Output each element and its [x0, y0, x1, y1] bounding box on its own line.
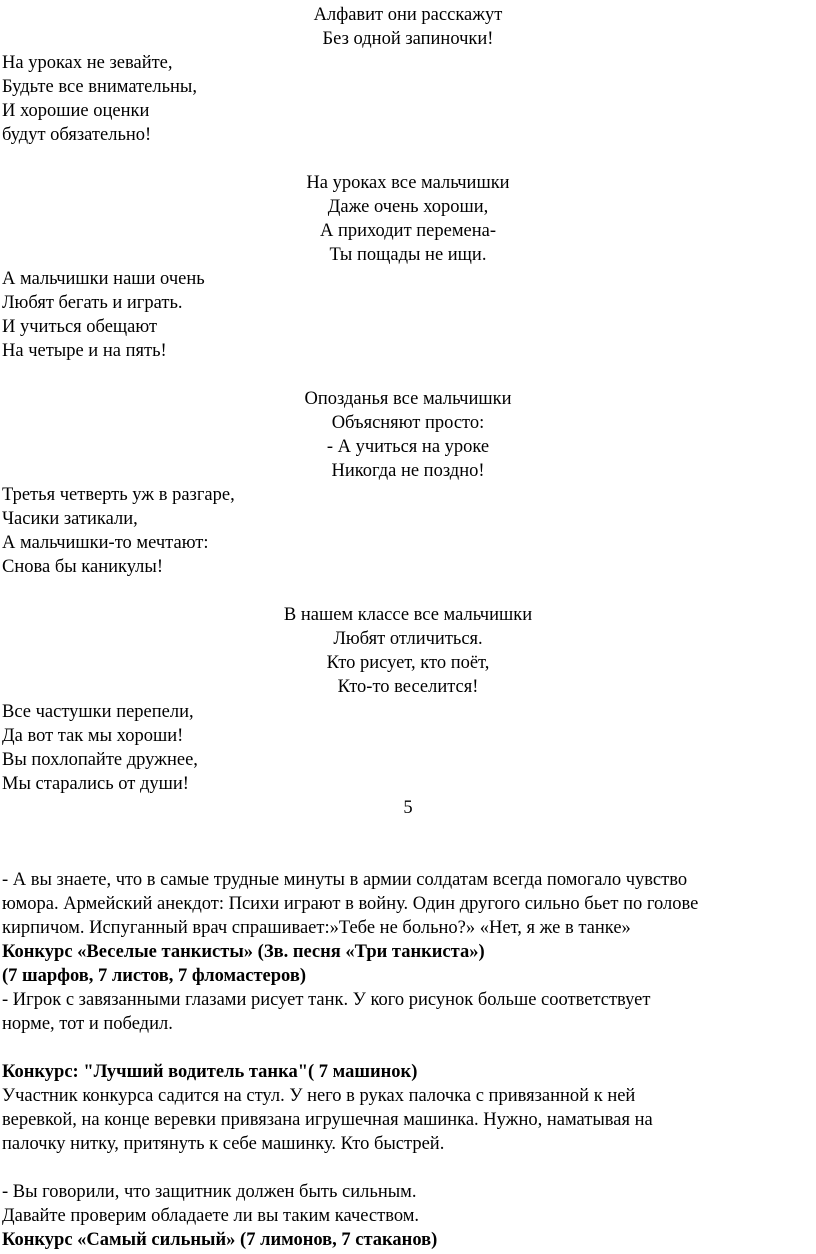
- poem-line: Третья четверть уж в разгаре,: [2, 485, 235, 505]
- paragraph-line: Давайте проверим обладаете ли вы таким качеством.: [2, 1206, 420, 1226]
- poem-line: На четыре и на пять!: [2, 341, 167, 361]
- poem-line: Часики затикали,: [2, 509, 138, 529]
- paragraph-line: юмора. Армейский анекдот: Психи играют в войну. Один другого сильно бьет по голове: [2, 894, 699, 914]
- poem-line: Без одной запиночки!: [322, 29, 494, 49]
- paragraph-line: палочку нитку, притянуть к себе машинку. Кто быстрей.: [2, 1134, 445, 1154]
- poem-line: - А учиться на уроке: [326, 437, 490, 457]
- paragraph-line: веревкой, на конце веревки привязана игрушечная машинка. Нужно, наматывая на: [2, 1110, 653, 1130]
- paragraph-line: - Игрок с завязанными глазами рисует танк. У кого рисунок больше соответствует: [2, 990, 651, 1010]
- poem-line: Снова бы каникулы!: [2, 557, 163, 577]
- poem-line: И хорошие оценки: [2, 101, 150, 121]
- poem-line: Никогда не поздно!: [331, 461, 485, 481]
- poem-line: Объясняют просто:: [331, 413, 485, 433]
- poem-line: Вы похлопайте дружнее,: [2, 750, 198, 770]
- paragraph-line: Участник конкурса садится на стул. У него в руках палочка с привязанной к ней: [2, 1086, 636, 1106]
- paragraph-line: кирпичом. Испуганный врач спрашивает:»Тебе не больно?» «Нет, я же в танке»: [2, 918, 631, 938]
- poem-line: Кто рисует, кто поёт,: [326, 653, 490, 673]
- poem-line: Алфавит они расскажут: [313, 5, 503, 25]
- paragraph-line: - А вы знаете, что в самые трудные минуты в армии солдатам всегда помогало чувство: [2, 870, 688, 890]
- contest-title: Конкурс «Веселые танкисты» (Зв. песня «Три танкиста»): [2, 942, 485, 962]
- poem-line: Мы старались от души!: [2, 774, 189, 794]
- poem-line: будут обязательно!: [2, 125, 152, 145]
- poem-line: А мальчишки наши очень: [2, 269, 205, 289]
- poem-line: Опозданья все мальчишки: [304, 389, 512, 409]
- page-number: 5: [403, 798, 413, 818]
- poem-line: А мальчишки-то мечтают:: [2, 533, 209, 553]
- contest-props: (7 шарфов, 7 листов, 7 фломастеров): [2, 966, 306, 986]
- poem-line: Кто-то веселится!: [337, 677, 479, 697]
- poem-line: Ты пощады не ищи.: [329, 245, 487, 265]
- poem-line: Да вот так мы хороши!: [2, 726, 184, 746]
- paragraph-line: - Вы говорили, что защитник должен быть сильным.: [2, 1182, 417, 1202]
- poem-line: На уроках не зевайте,: [2, 53, 173, 73]
- contest-title: Конкурс «Самый сильный» (7 лимонов, 7 стаканов): [2, 1230, 438, 1250]
- poem-line: Любят отличиться.: [333, 629, 483, 649]
- contest-title: Конкурс: "Лучший водитель танка"( 7 машинок): [2, 1062, 418, 1082]
- poem-line: Все частушки перепели,: [2, 702, 194, 722]
- poem-line: Даже очень хороши,: [327, 197, 489, 217]
- poem-line: В нашем классе все мальчишки: [283, 605, 533, 625]
- poem-line: Любят бегать и играть.: [2, 293, 183, 313]
- poem-line: Будьте все внимательны,: [2, 77, 197, 97]
- poem-line: А приходит перемена-: [319, 221, 497, 241]
- paragraph-line: норме, тот и победил.: [2, 1014, 173, 1034]
- poem-line: И учиться обещают: [2, 317, 158, 337]
- poem-line: На уроках все мальчишки: [306, 173, 510, 193]
